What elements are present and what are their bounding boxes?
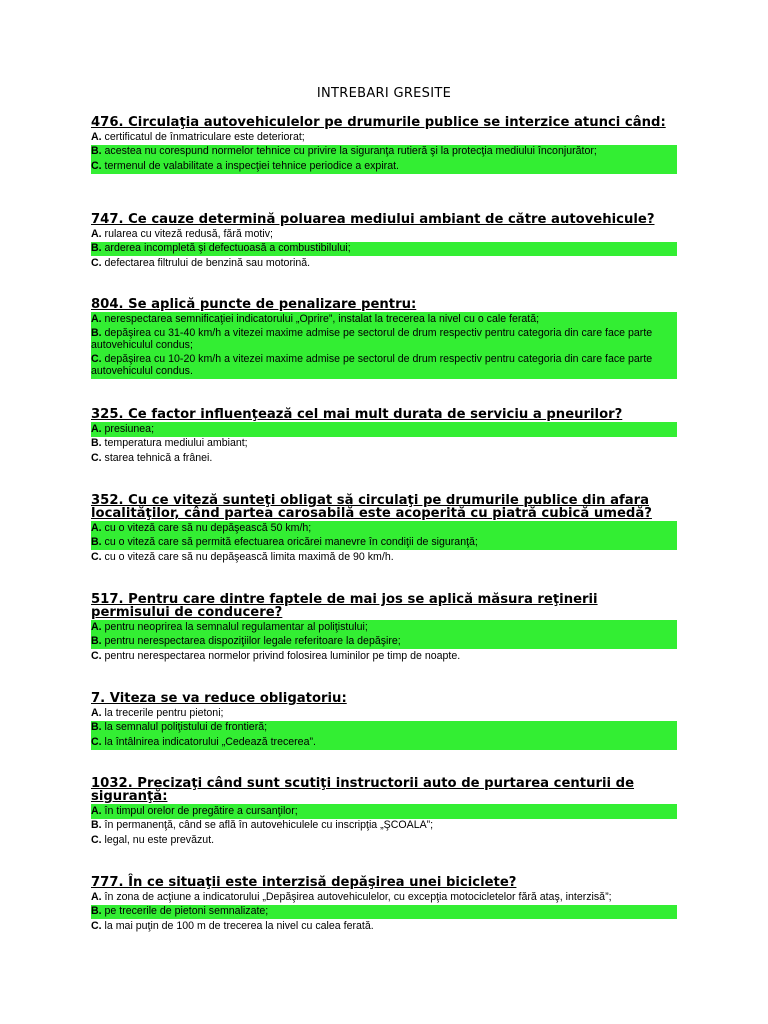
question-text: 1032. Precizaţi când sunt scutiţi instructorii auto de purtarea centurii de siguranţă: (91, 776, 635, 804)
question-block (91, 298, 677, 379)
answer-text: cu o viteză care să nu depăşească limita maximă de 90 km/h. (101, 550, 394, 563)
answer-letter: B. (91, 437, 102, 449)
answer-letter: A. (91, 227, 102, 240)
answer-letter: B. (91, 145, 102, 157)
answer-option-highlighted (91, 635, 677, 650)
answer-option-highlighted (91, 536, 677, 551)
answer-option-highlighted (91, 242, 677, 257)
answer-text: depăşirea cu 10-20 km/h a vitezei maxime admise pe sectorul de drum respectiv pentru categoria din care face parte autovehiculul condus. (91, 353, 656, 377)
answer-option (91, 227, 677, 242)
answer-letter: A. (91, 422, 102, 435)
answer-text: pentru neoprirea la semnalul regulamentar al poliţistului; (101, 620, 368, 633)
answer-text: pe trecerile de pietoni semnalizate; (101, 905, 269, 917)
answer-text: pentru nerespectarea normelor privind folosirea luminilor pe timp de noapte. (101, 649, 461, 662)
question-text: 804. Se aplică puncte de penalizare pentru: (91, 297, 417, 312)
question-text: 352. Cu ce viteză sunteţi obligat să circulaţi pe drumurile publice din afara localităţilor, când partea carosabilă este acoperită cu piatră cubică umedă? (91, 493, 652, 521)
answer-option-highlighted (91, 312, 677, 327)
answer-text: presiunea; (101, 422, 155, 435)
answer-text: starea tehnică a frânei. (101, 451, 213, 464)
answer-text: depăşirea cu 31-40 km/h a vitezei maxime admise pe sectorul de drum respectiv pentru categoria din care face parte autovehiculul condus; (91, 327, 656, 351)
answer-letter: A. (91, 804, 102, 817)
answer-letter: C. (91, 649, 102, 662)
answer-option (91, 437, 677, 452)
answer-text: la semnalul poliţistului de frontieră; (101, 721, 268, 733)
answer-option-highlighted (91, 804, 677, 819)
question-text: 325. Ce factor influenţează cel mai mult durata de serviciu a pneurilor? (91, 407, 623, 422)
answer-text: acestea nu corespund normelor tehnice cu privire la siguranţa rutieră şi la protecţia mediului înconjurător; (101, 145, 597, 157)
answer-text: rularea cu viteză redusă, fără motiv; (101, 227, 273, 240)
answer-text: termenul de valabilitate a inspecţiei tehnice periodice a expirat. (101, 159, 399, 172)
answer-text: cu o viteză care să nu depăşească 50 km/h; (101, 521, 312, 534)
answer-text: în permanenţă, când se află în autovehiculele cu inscripţia „ŞCOALA”; (101, 819, 434, 831)
answer-text: la întâlnirea indicatorului „Cedează trecerea”. (101, 735, 316, 748)
question-text: 517. Pentru care dintre faptele de mai jos se aplică măsura reţinerii permisului de conducere? (91, 592, 598, 620)
answer-letter: C. (91, 833, 102, 846)
answer-letter: C. (91, 159, 102, 172)
answer-text: la mai puţin de 100 m de trecerea la nivel cu calea ferată. (101, 919, 374, 932)
answer-text: în zona de acţiune a indicatorului „Depăşirea autovehiculelor, cu excepţia motocicletelor fără ataş, interzisă”; (101, 890, 612, 903)
answer-letter: B. (91, 819, 102, 831)
answer-option-highlighted (91, 327, 677, 353)
page-title: INTREBARI GRESITE (316, 86, 452, 101)
answer-option (91, 919, 677, 934)
answer-option (91, 819, 677, 834)
question-text: 777. În ce situaţii este interzisă depăşirea unei biciclete? (91, 875, 517, 890)
answer-letter: C. (91, 451, 102, 464)
question-block (91, 494, 677, 565)
question-block (91, 593, 677, 664)
question-text: 476. Circulaţia autovehiculelor pe drumurile publice se interzice atunci când: (91, 115, 666, 130)
answer-text: temperatura mediului ambiant; (101, 437, 248, 449)
answer-text: legal, nu este prevăzut. (101, 833, 215, 846)
answer-option-highlighted (91, 905, 677, 920)
answer-text: arderea incompletă şi defectuoasă a combustibilului; (101, 242, 351, 254)
answer-letter: B. (91, 635, 102, 647)
answer-letter: C. (91, 256, 102, 269)
answer-text: în timpul orelor de pregătire a cursanţilor; (101, 804, 298, 817)
answer-letter: A. (91, 890, 102, 903)
answer-letter: B. (91, 721, 102, 733)
answer-letter: B. (91, 905, 102, 917)
question-block (91, 876, 677, 934)
answer-option (91, 451, 677, 466)
answer-text: certificatul de înmatriculare este deteriorat; (101, 130, 305, 143)
answer-option (91, 550, 677, 565)
answer-letter: A. (91, 130, 102, 143)
question-block (91, 116, 677, 174)
question-block (91, 213, 677, 271)
answer-option-highlighted (91, 521, 677, 536)
question-block (91, 692, 677, 750)
answer-option-highlighted (91, 353, 677, 379)
answer-option (91, 649, 677, 664)
answer-letter: C. (91, 353, 102, 365)
answer-text: pentru nerespectarea dispoziţiilor legale referitoare la depăşire; (101, 635, 401, 647)
answer-letter: C. (91, 735, 102, 748)
answer-letter: B. (91, 242, 102, 254)
answer-text: nerespectarea semnificaţiei indicatorului „Oprire”, instalat la trecerea la nivel cu o cale ferată; (101, 312, 540, 325)
answer-option-highlighted (91, 159, 677, 174)
answer-option-highlighted (91, 145, 677, 160)
answer-text: cu o viteză care să permită efectuarea oricărei manevre în condiţii de siguranţă; (101, 536, 478, 548)
answer-letter: B. (91, 536, 102, 548)
answer-text: defectarea filtrului de benzină sau motorină. (101, 256, 311, 269)
answer-option (91, 706, 677, 721)
answer-option (91, 833, 677, 848)
answer-letter: A. (91, 706, 102, 719)
question-block (91, 408, 677, 466)
answer-option-highlighted (91, 620, 677, 635)
answer-letter: C. (91, 550, 102, 563)
answer-option (91, 130, 677, 145)
answer-text: la trecerile pentru pietoni; (101, 706, 224, 719)
question-block (91, 777, 677, 848)
answer-option-highlighted (91, 721, 677, 736)
answer-letter: C. (91, 919, 102, 932)
answer-option (91, 890, 677, 905)
answer-letter: A. (91, 620, 102, 633)
answer-option-highlighted (91, 735, 677, 750)
answer-letter: A. (91, 312, 102, 325)
answer-option-highlighted (91, 422, 677, 437)
question-text: 747. Ce cauze determină poluarea mediului ambiant de către autovehicule? (91, 212, 655, 227)
answer-letter: B. (91, 327, 102, 339)
question-text: 7. Viteza se va reduce obligatoriu: (91, 691, 347, 706)
answer-letter: A. (91, 521, 102, 534)
answer-option (91, 256, 677, 271)
